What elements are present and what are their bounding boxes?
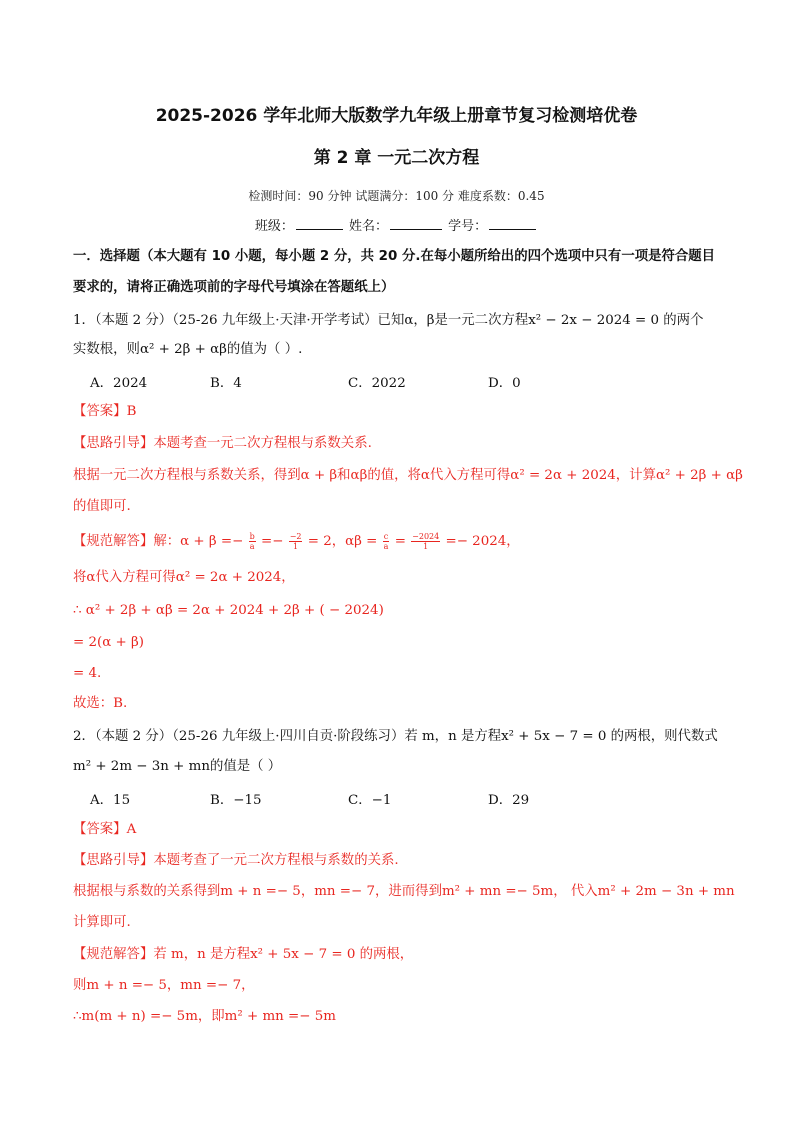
fraction-denominator: a xyxy=(383,542,389,551)
fraction-denominator: a xyxy=(249,542,255,551)
fraction-numerator: c xyxy=(383,532,389,541)
solution-text: =− 2024， xyxy=(441,534,520,549)
solution-label: 【规范解答】 xyxy=(73,947,154,962)
id-blank xyxy=(489,216,536,230)
hint-label: 【思路引导】 xyxy=(73,853,154,868)
fraction-numerator: b xyxy=(249,532,255,541)
solution-text: = xyxy=(390,534,411,549)
solution-text: = 2，αβ = xyxy=(303,534,382,549)
answer-value: B xyxy=(126,404,137,419)
q2-analysis-line1: 根据根与系数的关系得到m + n =− 5，mn =− 7，进而得到m² + mn =− 5m， 代入m² + 2m − 3n + mn xyxy=(73,884,735,899)
q1-solution-line2: 将α代入方程可得α² = 2α + 2024， xyxy=(73,570,295,585)
q1-solution-line3: ∴ α² + 2β + αβ = 2α + 2024 + 2β + ( − 2024) xyxy=(73,603,384,618)
q1-solution-line4: = 2(α + β) xyxy=(73,635,144,650)
q2-solution-line2: 则m + n =− 5，mn =− 7， xyxy=(73,978,255,993)
q2-hint xyxy=(73,851,399,871)
fraction-denominator: 1 xyxy=(423,542,429,551)
q2-stem-line2: m² + 2m − 3n + mn的值是（ ） xyxy=(73,759,282,774)
q1-stem-line1: 1．（本题 2 分）（25-26 九年级上·天津·开学考试）已知α，β是一元二次方程x² − 2x − 2024 = 0 的两个 xyxy=(73,313,704,328)
solution-text: =− xyxy=(256,534,288,549)
fraction-numerator: −2024 xyxy=(412,532,440,541)
q1-solution-line1 xyxy=(73,532,520,552)
fraction-denominator: 1 xyxy=(293,542,299,551)
fraction-neg2-over-1 xyxy=(289,532,303,551)
q2-option-b: B．−15 xyxy=(210,793,262,808)
id-label: 学号： xyxy=(448,219,488,234)
chapter-title: 第 2 章 一元二次方程 xyxy=(313,148,480,168)
fraction-numerator: −2 xyxy=(289,532,302,541)
q1-analysis-line2: 的值即可. xyxy=(73,499,131,514)
class-label: 班级： xyxy=(254,219,294,234)
name-label: 姓名： xyxy=(348,219,388,234)
solution-label: 【规范解答】 xyxy=(73,534,154,549)
solution-text: 若 m，n 是方程x² + 5x − 7 = 0 的两根， xyxy=(153,947,414,962)
hint-label: 【思路引导】 xyxy=(73,436,154,451)
document-title: 2025-2026 学年北师大版数学九年级上册章节复习检测培优卷 xyxy=(155,106,638,126)
q2-stem-line1: 2．（本题 2 分）（25-26 九年级上·四川自贡·阶段练习）若 m，n 是方程x² + 5x − 7 = 0 的两根，则代数式 xyxy=(73,729,718,744)
answer-value: A xyxy=(126,822,137,837)
student-info-line xyxy=(0,216,793,237)
answer-label: 【答案】 xyxy=(73,822,127,837)
q1-option-a: A．2024 xyxy=(90,376,148,391)
hint-text: 本题考查了一元二次方程根与系数的关系. xyxy=(153,853,399,868)
section-heading-line1: 一．选择题（本大题有 10 小题，每小题 2 分，共 20 分.在每小题所给出的四个选项中只有一项是符合题目 xyxy=(73,249,716,264)
q2-option-a: A．15 xyxy=(90,793,131,808)
solution-text: 解：α + β =− xyxy=(153,534,248,549)
q1-solution-line6: 故选：B. xyxy=(73,696,128,711)
section-heading-line2: 要求的，请将正确选项前的字母代号填涂在答题纸上） xyxy=(73,280,395,295)
q2-solution-line1 xyxy=(73,945,413,965)
q1-analysis-line1: 根据一元二次方程根与系数关系，得到α + β和αβ的值，将α代入方程可得α² = 2α + 2024，计算α² + 2β + αβ xyxy=(73,468,743,483)
hint-text: 本题考查一元二次方程根与系数关系. xyxy=(153,436,372,451)
class-blank xyxy=(296,216,343,230)
fraction-b-over-a xyxy=(249,532,256,551)
q1-stem-line2: 实数根，则α² + 2β + αβ的值为（ ）. xyxy=(73,342,303,357)
q1-option-d: D．0 xyxy=(488,376,521,391)
name-blank xyxy=(390,216,442,230)
answer-label: 【答案】 xyxy=(73,404,127,419)
q1-answer xyxy=(73,402,136,422)
q1-option-b: B．4 xyxy=(210,376,242,391)
fraction-c-over-a xyxy=(383,532,390,551)
q2-answer xyxy=(73,820,136,840)
q1-solution-line5: = 4. xyxy=(73,666,102,681)
q1-option-c: C．2022 xyxy=(348,376,406,391)
q1-hint xyxy=(73,434,372,454)
q2-solution-line3: ∴m(m + n) =− 5m，即m² + mn =− 5m xyxy=(73,1009,336,1024)
q2-option-c: C．−1 xyxy=(348,793,392,808)
q2-option-d: D．29 xyxy=(488,793,530,808)
exam-meta: 检测时间：90 分钟 试题满分：100 分 难度系数：0.45 xyxy=(248,189,545,203)
q2-analysis-line2: 计算即可. xyxy=(73,915,131,930)
fraction-neg2024-over-1 xyxy=(411,532,440,551)
